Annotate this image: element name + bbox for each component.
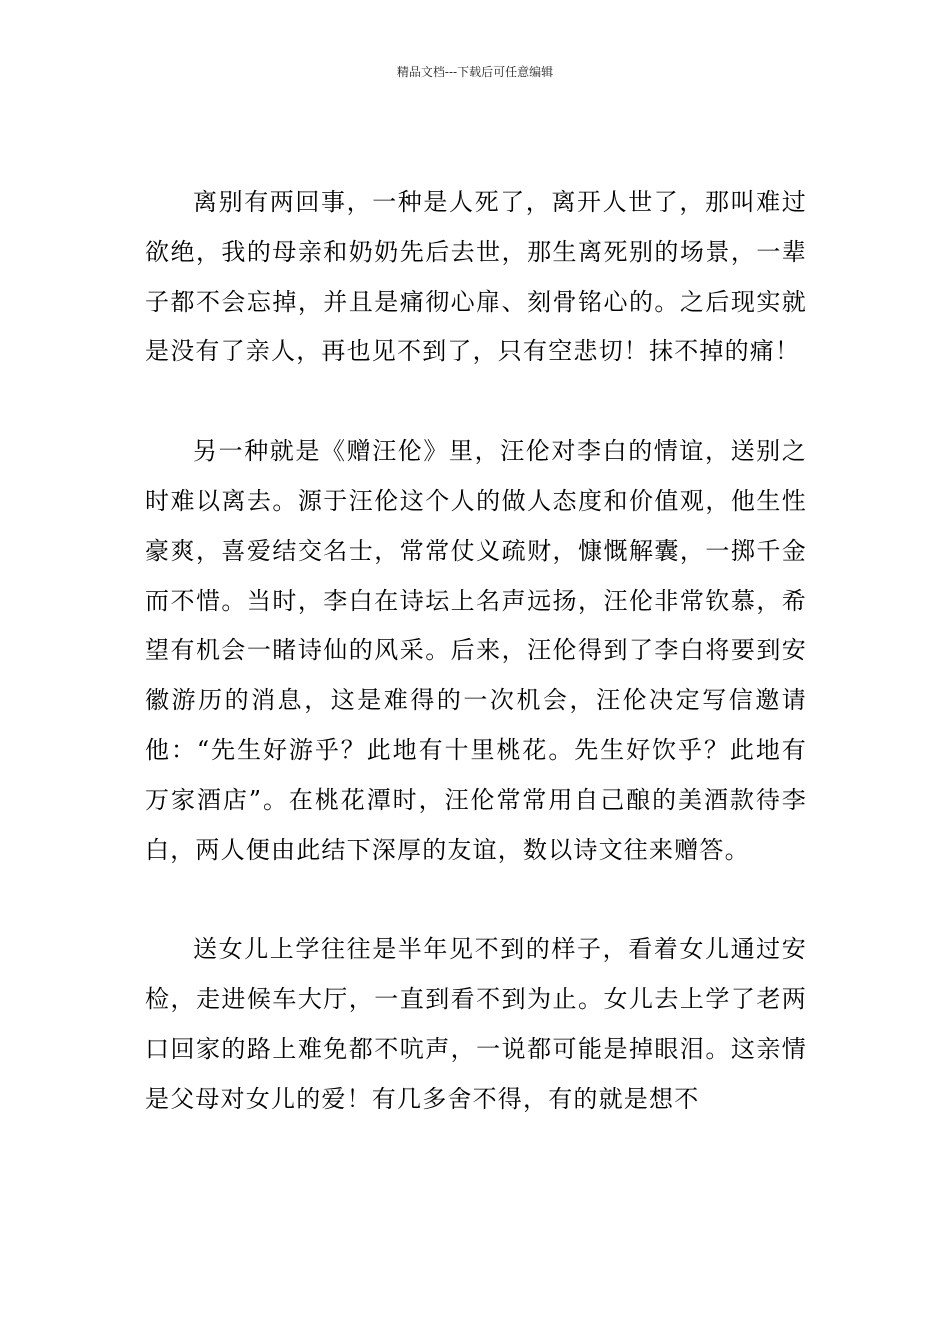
paragraph-3: 送女儿上学往往是半年见不到的样子，看着女儿通过安检，走进候车大厅，一直到看不到为止。女儿去上学了老两口回家的路上难免都不吭声，一说都可能是掉眼泪。这亲情是父母对女儿的爱！有几多舍不得，有的就是想不	[145, 935, 807, 1113]
page-header: 精品文档---下载后可任意编辑	[396, 65, 554, 79]
paragraph-1: 离别有两回事，一种是人死了，离开人世了，那叫难过欲绝，我的母亲和奶奶先后去世，那生离死别的场景，一辈子都不会忘掉，并且是痛彻心扉、刻骨铭心的。之后现实就是没有了亲人，再也见不到了，只有空悲切！抹不掉的痛！	[145, 188, 807, 366]
paragraph-2: 另一种就是《赠汪伦》里，汪伦对李白的情谊，送别之时难以离去。源于汪伦这个人的做人态度和价值观，他生性豪爽，喜爱结交名士，常常仗义疏财，慷慨解囊，一掷千金而不惜。当时，李白在诗坛上名声远扬，汪伦非常钦慕，希望有机会一睹诗仙的风采。后来，汪伦得到了李白将要到安徽游历的消息，这是难得的一次机会，汪伦决定写信邀请他：“先生好游乎？此地有十里桃花。先生好饮乎？此地有万家酒店”。在桃花潭时，汪伦常常用自己酿的美酒款待李白，两人便由此结下深厚的友谊，数以诗文往来赠答。	[145, 437, 807, 864]
document-body	[145, 178, 807, 1125]
